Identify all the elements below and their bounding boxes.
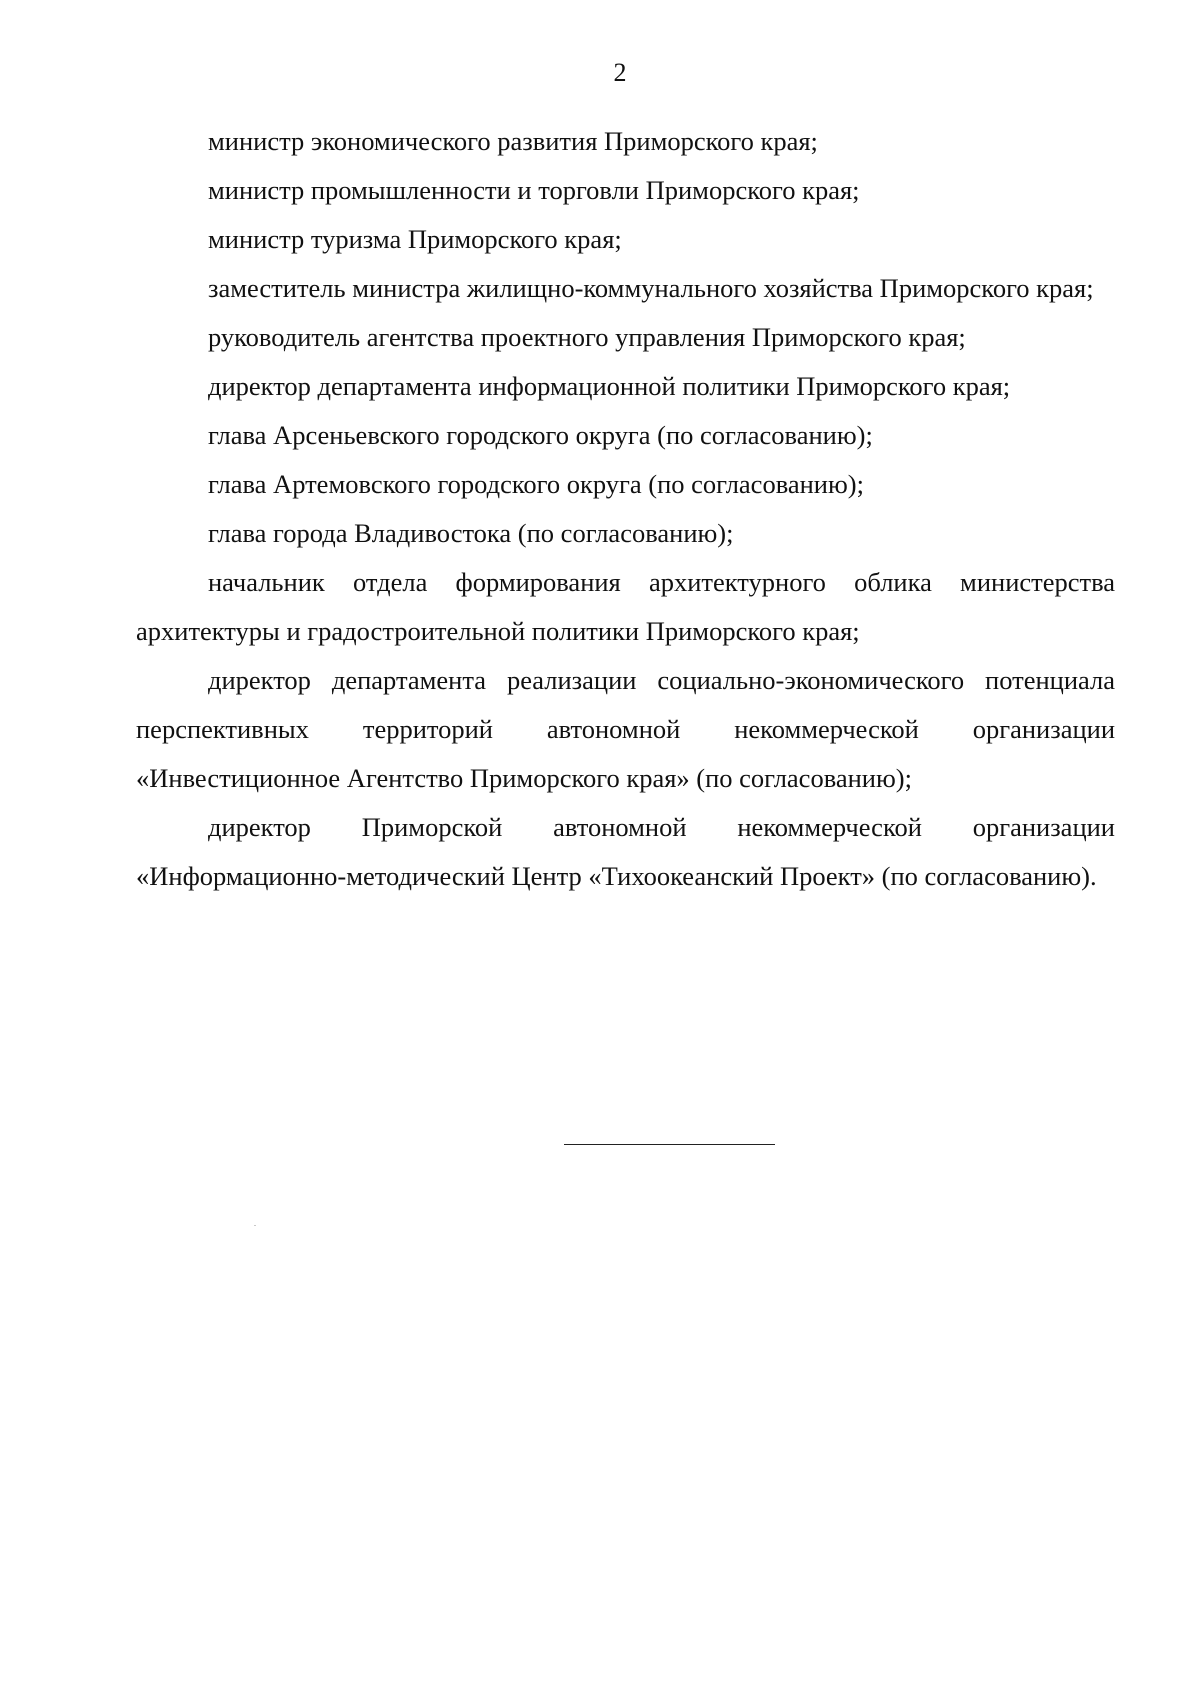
- closing-divider: [564, 1144, 775, 1145]
- member-list: [136, 117, 1115, 901]
- list-item: министр туризма Приморского края;: [208, 224, 622, 254]
- list-item: заместитель министра жилищно-коммунального хозяйства Приморского края;: [208, 273, 1094, 303]
- list-item: глава Арсеньевского городского округа (по согласованию);: [208, 420, 873, 450]
- list-item: министр экономического развития Приморского края;: [208, 126, 818, 156]
- list-item: директор департамента информационной политики Приморского края;: [208, 371, 1011, 401]
- list-item: директор департамента реализации социально-экономического потенциала перспективных территорий автономной некоммерческой организации «Инвестиционное Агентство Приморского края» (по согласованию);: [136, 665, 1115, 793]
- list-item: начальник отдела формирования архитектурного облика министерства архитектуры и градостроительной политики Приморского края;: [136, 567, 1115, 646]
- list-item: министр промышленности и торговли Приморского края;: [208, 175, 860, 205]
- page-number: 2: [613, 58, 627, 87]
- list-item: глава Артемовского городского округа (по согласованию);: [208, 469, 864, 499]
- scan-artifact: [254, 1225, 256, 1226]
- list-item: руководитель агентства проектного управления Приморского края;: [208, 322, 966, 352]
- list-item: глава города Владивостока (по согласованию);: [208, 518, 734, 548]
- list-item: директор Приморской автономной некоммерческой организации «Информационно-методический Центр «Тихоокеанский Проект» (по согласованию).: [136, 812, 1115, 891]
